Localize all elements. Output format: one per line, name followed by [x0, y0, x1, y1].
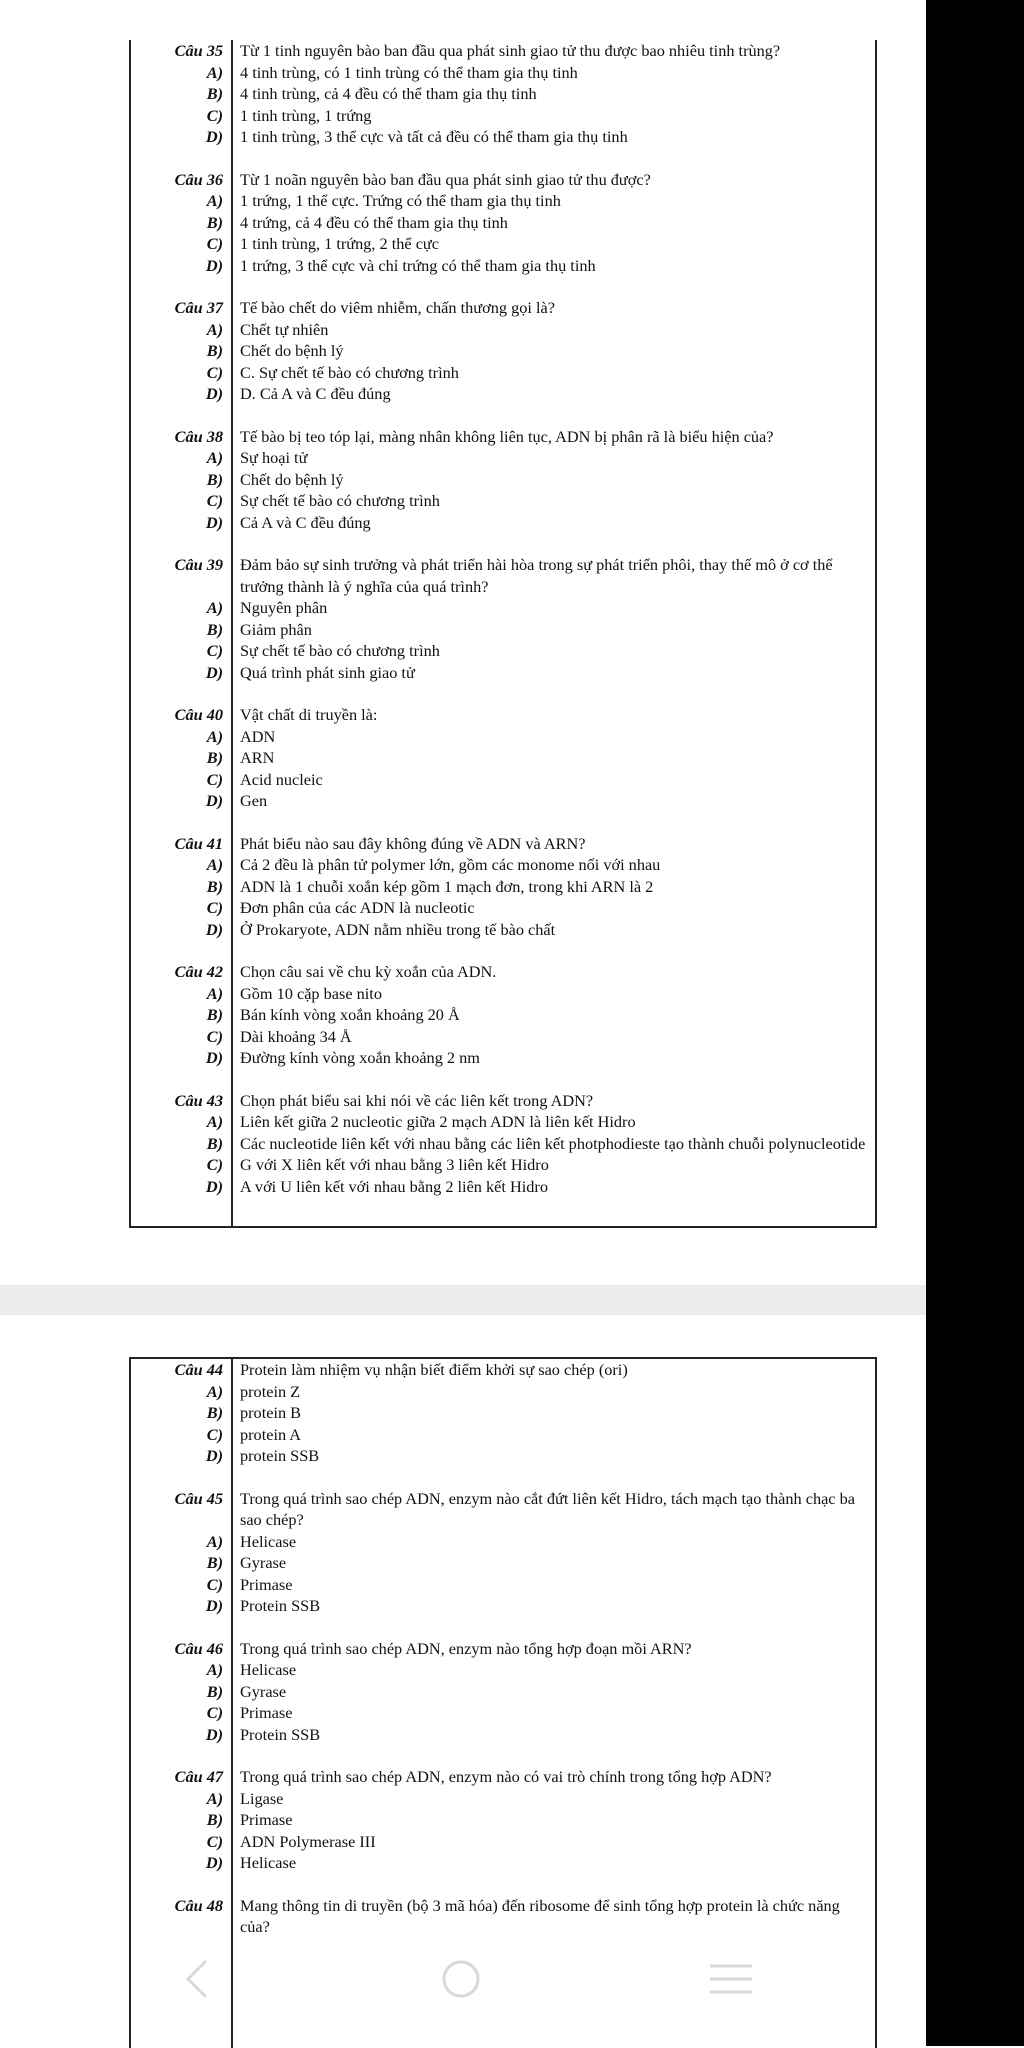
question-number: Câu 41 [174, 833, 223, 853]
question-text: Trong quá trình sao chép ADN, enzym nào tổng hợp đoạn mồi ARN? [240, 1638, 692, 1658]
question-block [131, 554, 875, 683]
option-text: Chết do bệnh lý [240, 341, 344, 360]
option-letter: C) [206, 1831, 223, 1851]
question-block [131, 1090, 875, 1198]
option-letter: A) [206, 62, 223, 82]
option-text: Sự chết tế bào có chương trình [240, 641, 440, 660]
option-letter: D) [205, 512, 223, 532]
question-number: Câu 40 [174, 705, 223, 724]
question-text: Mang thông tin di truyền (bộ 3 mã hóa) đến ribosome để sinh tổng hợp protein là chức năng của? [240, 1895, 840, 1936]
question-number: Câu 44 [174, 1360, 223, 1379]
question-number: Câu 42 [174, 962, 223, 981]
answer-option [131, 1852, 875, 1874]
answer-option [131, 1681, 875, 1703]
answer-option [131, 1659, 875, 1681]
option-text: 4 tinh trùng, có 1 tinh trùng có thể tham gia thụ tinh [240, 62, 578, 82]
option-letter: B) [206, 876, 223, 896]
answer-option [131, 362, 875, 384]
answer-option [131, 876, 875, 898]
answer-option [131, 1047, 875, 1069]
option-letter: B) [206, 1810, 223, 1829]
answer-option [131, 1176, 875, 1198]
option-letter: D) [205, 1048, 223, 1067]
option-letter: A) [206, 726, 223, 746]
option-letter: A) [206, 1381, 223, 1401]
question-row [131, 1766, 875, 1788]
question-number: Câu 39 [174, 555, 223, 574]
option-text: Gen [240, 791, 268, 810]
answer-option [131, 1809, 875, 1831]
option-text: Sự hoại tử [240, 448, 308, 467]
option-text: Chết do bệnh lý [240, 469, 344, 489]
answer-option [131, 1381, 875, 1403]
option-letter: C) [206, 234, 223, 253]
answer-option [131, 1111, 875, 1133]
option-text: Nguyên phân [240, 598, 328, 617]
answer-option [131, 640, 875, 662]
option-letter: A) [206, 1660, 223, 1679]
question-text: Tế bào bị teo tóp lại, màng nhân không liên tục, ADN bị phân rã là biểu hiện của? [240, 426, 774, 446]
page-gap [0, 1285, 926, 1315]
option-letter: B) [206, 1133, 223, 1153]
option-text: 1 tinh trùng, 3 thể cực và tất cả đều có thể tham gia thụ tinh [240, 127, 628, 146]
answer-option [131, 83, 875, 105]
question-number: Câu 46 [174, 1638, 223, 1658]
answer-option [131, 769, 875, 791]
option-text: ADN [240, 726, 276, 746]
answer-option [131, 383, 875, 405]
option-text: Đường kính vòng xoắn khoảng 2 nm [240, 1048, 480, 1067]
answer-option [131, 1724, 875, 1746]
question-block [131, 1766, 875, 1874]
question-number: Câu 36 [174, 169, 223, 189]
question-row [131, 1090, 875, 1112]
question-number: Câu 43 [174, 1090, 223, 1110]
answer-option [131, 512, 875, 534]
question-text: Phát biểu nào sau đây không đúng về ADN và ARN? [240, 833, 586, 853]
option-letter: D) [205, 919, 223, 939]
option-text: Helicase [240, 1531, 297, 1551]
question-text: Tế bào chết do viêm nhiễm, chấn thương gọi là? [240, 298, 555, 317]
option-text: Chết tự nhiên [240, 319, 329, 339]
option-letter: C) [206, 898, 223, 917]
question-row [131, 426, 875, 448]
option-text: Helicase [240, 1660, 297, 1679]
option-letter: C) [206, 641, 223, 660]
question-row [131, 1638, 875, 1660]
navigation-bar [0, 1930, 926, 2046]
answer-option [131, 319, 875, 341]
option-letter: A) [206, 191, 223, 210]
answer-option [131, 255, 875, 277]
question-row [131, 40, 875, 62]
screen-edge-bar [926, 0, 1024, 2046]
question-number: Câu 45 [174, 1488, 223, 1508]
recents-menu-icon[interactable] [708, 1963, 754, 1995]
answer-option [131, 790, 875, 812]
option-text: Bán kính vòng xoắn khoảng 20 Å [240, 1005, 460, 1024]
question-text: Protein làm nhiệm vụ nhận biết điểm khởi sự sao chép (ori) [240, 1360, 628, 1379]
option-letter: B) [206, 212, 223, 232]
question-number: Câu 47 [174, 1767, 223, 1786]
question-number: Câu 48 [174, 1895, 223, 1915]
answer-option [131, 212, 875, 234]
question-text: Trong quá trình sao chép ADN, enzym nào có vai trò chính trong tổng hợp ADN? [240, 1767, 772, 1786]
option-letter: D) [205, 1853, 223, 1872]
option-text: Cả A và C đều đúng [240, 512, 371, 532]
question-block [131, 1638, 875, 1746]
option-text: D. Cả A và C đều đúng [240, 384, 391, 403]
home-icon[interactable] [441, 1959, 481, 1999]
option-text: Các nucleotide liên kết với nhau bằng các liên kết photphodieste tạo thành chuỗi polynucleotide [240, 1133, 866, 1153]
option-text: 1 trứng, 1 thể cực. Trứng có thể tham gia thụ tinh [240, 191, 561, 210]
option-text: G với X liên kết với nhau bằng 3 liên kết Hidro [240, 1155, 549, 1174]
option-letter: D) [205, 1446, 223, 1465]
answer-option [131, 1788, 875, 1810]
option-text: Dài khoảng 34 Å [240, 1026, 352, 1046]
question-text: Chọn phát biểu sai khi nói về các liên kết trong ADN? [240, 1090, 594, 1110]
option-text: Protein SSB [240, 1596, 321, 1615]
question-number: Câu 38 [174, 426, 223, 446]
answer-option [131, 1552, 875, 1574]
question-block [131, 426, 875, 534]
answer-option [131, 919, 875, 941]
question-row [131, 704, 875, 726]
question-block [131, 1359, 875, 1467]
option-text: Quá trình phát sinh giao tử [240, 662, 415, 682]
option-letter: D) [205, 1176, 223, 1196]
question-text: Trong quá trình sao chép ADN, enzym nào cắt đứt liên kết Hidro, tách mạch tạo thành chạc ba sao chép? [240, 1488, 855, 1529]
option-letter: D) [205, 791, 223, 810]
option-letter: A) [206, 1531, 223, 1551]
option-letter: C) [206, 1026, 223, 1046]
question-text: Từ 1 tinh nguyên bào ban đầu qua phát sinh giao tử thu được bao nhiêu tinh trùng? [240, 41, 781, 60]
option-letter: C) [206, 1574, 223, 1594]
option-text: Đơn phân của các ADN là nucleotic [240, 898, 475, 917]
question-row [131, 1488, 875, 1531]
answer-option [131, 1531, 875, 1553]
question-block [131, 1488, 875, 1617]
question-row [131, 1359, 875, 1381]
question-row [131, 833, 875, 855]
option-text: Ligase [240, 1788, 284, 1808]
option-letter: B) [206, 469, 223, 489]
option-letter: C) [206, 491, 223, 510]
option-letter: A) [206, 319, 223, 339]
option-letter: B) [206, 1681, 223, 1701]
option-letter: A) [206, 983, 223, 1003]
option-text: ARN [240, 748, 275, 767]
answer-option [131, 62, 875, 84]
answer-option [131, 726, 875, 748]
answer-option [131, 1133, 875, 1155]
question-text: Chọn câu sai về chu kỳ xoắn của ADN. [240, 962, 497, 981]
option-letter: A) [206, 1788, 223, 1808]
option-text: C. Sự chết tế bào có chương trình [240, 362, 459, 382]
question-block [131, 169, 875, 277]
option-letter: B) [206, 1403, 223, 1422]
answer-option [131, 1445, 875, 1467]
question-number: Câu 37 [174, 298, 223, 317]
option-text: 4 trứng, cả 4 đều có thể tham gia thụ tinh [240, 212, 508, 232]
answer-option [131, 469, 875, 491]
option-letter: C) [206, 362, 223, 382]
answer-option [131, 897, 875, 919]
back-icon[interactable] [184, 1958, 210, 2000]
option-letter: D) [205, 255, 223, 275]
question-block [131, 833, 875, 941]
option-letter: B) [206, 748, 223, 767]
answer-option [131, 1424, 875, 1446]
option-letter: D) [205, 662, 223, 682]
option-text: 1 tinh trùng, 1 trứng, 2 thể cực [240, 234, 439, 253]
answer-option [131, 126, 875, 148]
answer-option [131, 340, 875, 362]
option-text: A với U liên kết với nhau bằng 2 liên kết Hidro [240, 1176, 548, 1196]
option-text: ADN Polymerase III [240, 1831, 376, 1851]
option-letter: A) [206, 598, 223, 617]
answer-option [131, 1004, 875, 1026]
question-table-1 [129, 40, 877, 1228]
answer-option [131, 233, 875, 255]
option-letter: C) [206, 769, 223, 789]
question-row [131, 961, 875, 983]
answer-option [131, 854, 875, 876]
option-text: protein SSB [240, 1446, 320, 1465]
option-letter: A) [206, 448, 223, 467]
answer-option [131, 447, 875, 469]
option-text: Gồm 10 cặp base nito [240, 983, 382, 1003]
question-text: Vật chất di truyền là: [240, 705, 378, 724]
option-text: protein Z [240, 1381, 301, 1401]
question-text: Từ 1 noãn nguyên bào ban đầu qua phát sinh giao tử thu được? [240, 169, 651, 189]
answer-option [131, 1574, 875, 1596]
question-row [131, 554, 875, 597]
option-letter: C) [206, 1155, 223, 1174]
option-text: Sự chết tế bào có chương trình [240, 491, 440, 510]
answer-option [131, 105, 875, 127]
option-letter: C) [206, 1424, 223, 1444]
option-letter: B) [206, 84, 223, 103]
answer-option [131, 190, 875, 212]
option-text: Helicase [240, 1853, 297, 1872]
answer-option [131, 1154, 875, 1176]
option-text: protein A [240, 1424, 302, 1444]
option-text: Liên kết giữa 2 nucleotic giữa 2 mạch ADN là liên kết Hidro [240, 1112, 636, 1131]
option-text: Acid nucleic [240, 769, 323, 789]
option-text: 1 trứng, 3 thể cực và chỉ trứng có thể tham gia thụ tinh [240, 255, 596, 275]
question-row [131, 297, 875, 319]
option-letter: A) [206, 855, 223, 874]
answer-option [131, 1402, 875, 1424]
question-block [131, 40, 875, 148]
option-letter: A) [206, 1112, 223, 1131]
option-text: protein B [240, 1403, 302, 1422]
answer-option [131, 1026, 875, 1048]
answer-option [131, 490, 875, 512]
option-letter: D) [205, 1724, 223, 1744]
answer-option [131, 1702, 875, 1724]
option-text: Cả 2 đều là phân tử polymer lớn, gồm các monome nối với nhau [240, 855, 661, 874]
option-letter: B) [206, 1005, 223, 1024]
option-text: Giảm phân [240, 619, 312, 639]
option-text: ADN là 1 chuỗi xoắn kép gồm 1 mạch đơn, trong khi ARN là 2 [240, 876, 654, 896]
answer-option [131, 747, 875, 769]
option-text: Protein SSB [240, 1724, 321, 1744]
option-text: Gyrase [240, 1681, 287, 1701]
option-text: 1 tinh trùng, 1 trứng [240, 105, 372, 125]
question-block [131, 704, 875, 812]
option-letter: D) [205, 1596, 223, 1615]
answer-option [131, 662, 875, 684]
option-letter: C) [206, 1703, 223, 1722]
answer-option [131, 1831, 875, 1853]
option-letter: B) [206, 1553, 223, 1572]
option-text: Gyrase [240, 1553, 287, 1572]
answer-option [131, 983, 875, 1005]
option-text: Primase [240, 1810, 293, 1829]
answer-option [131, 597, 875, 619]
option-text: Primase [240, 1574, 293, 1594]
option-text: Primase [240, 1703, 293, 1722]
option-text: 4 tinh trùng, cả 4 đều có thể tham gia thụ tinh [240, 84, 537, 103]
question-block [131, 961, 875, 1069]
question-number: Câu 35 [174, 41, 223, 60]
option-letter: B) [206, 619, 223, 639]
answer-option [131, 619, 875, 641]
question-text: Đảm bảo sự sinh trưởng và phát triển hài hòa trong sự phát triển phôi, thay thế mô ở cơ thể trưởng thành là ý nghĩa của quá trình? [240, 555, 833, 596]
option-letter: B) [206, 341, 223, 360]
answer-option [131, 1595, 875, 1617]
option-letter: D) [205, 384, 223, 403]
option-text: Ở Prokaryote, ADN nằm nhiều trong tế bào chất [240, 919, 556, 939]
question-row [131, 169, 875, 191]
question-block [131, 297, 875, 405]
option-letter: D) [205, 127, 223, 146]
option-letter: C) [206, 105, 223, 125]
